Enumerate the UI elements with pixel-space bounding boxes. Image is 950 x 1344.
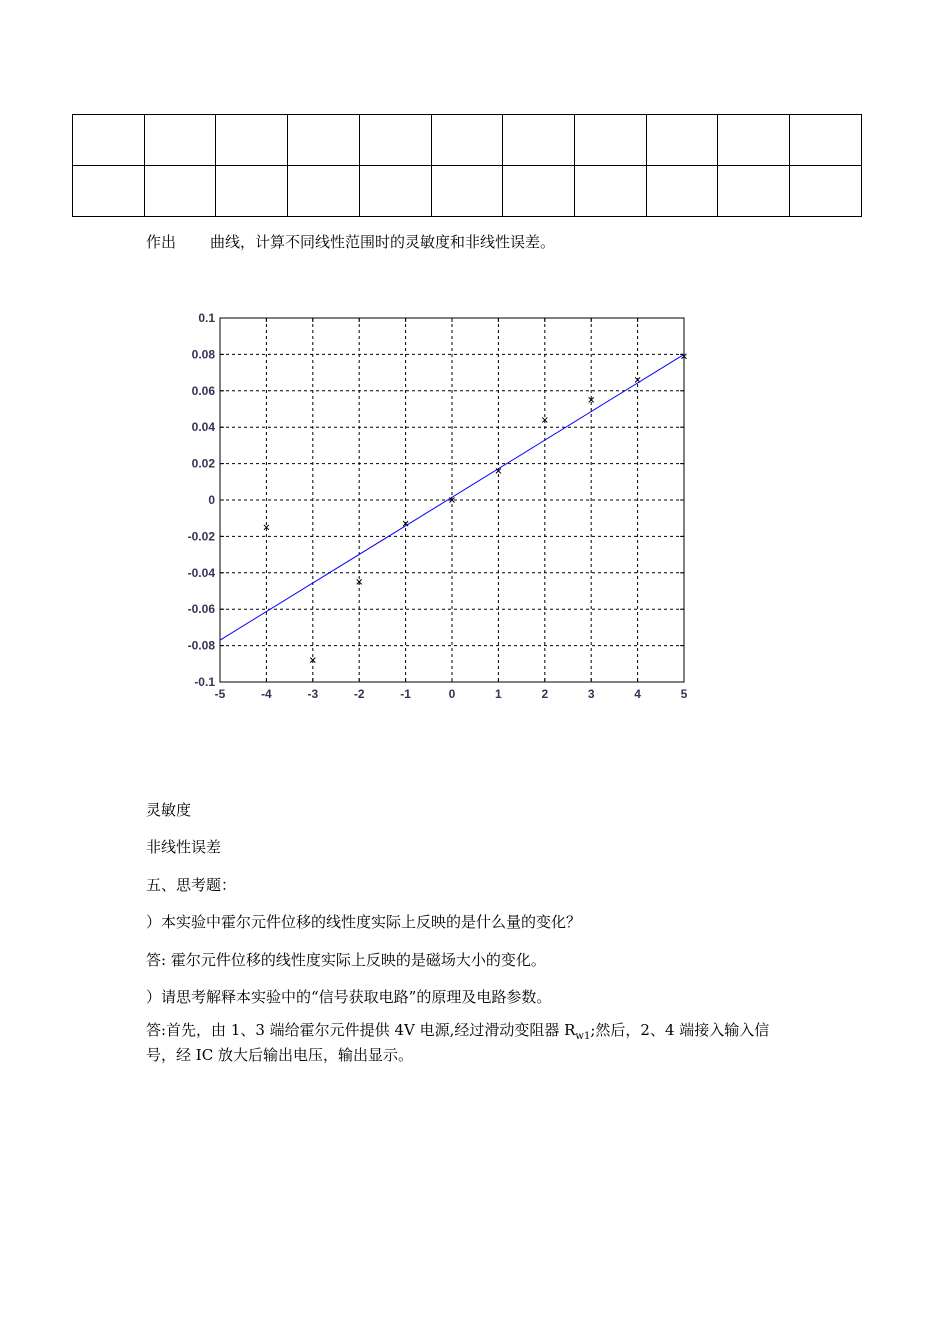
table-cell xyxy=(216,166,288,217)
y-tick-label: 0.1 xyxy=(198,311,215,325)
table-cell xyxy=(575,115,647,166)
x-tick-label: 4 xyxy=(634,687,641,701)
table-cell xyxy=(144,115,216,166)
table-cell xyxy=(718,115,790,166)
table-cell xyxy=(288,115,360,166)
instruction-after-blank: 曲线，计算不同线性范围时的灵敏度和非线性误差。 xyxy=(210,233,556,251)
y-tick-label: 0.02 xyxy=(191,456,215,471)
y-tick-label: -0.08 xyxy=(187,638,215,653)
table-cell xyxy=(288,166,360,217)
instruction-line xyxy=(146,232,555,252)
section-title: 五、思考题： xyxy=(146,876,237,894)
answer-2-part-2: ;然后，2、4 端接入输入信 xyxy=(590,1021,770,1039)
y-tick-label: -0.04 xyxy=(187,565,215,580)
answer-2-line-1 xyxy=(146,1020,769,1040)
table-cell xyxy=(431,166,503,217)
x-tick-label: -4 xyxy=(261,687,272,701)
table-cell xyxy=(646,166,718,217)
nonlinear-error-label: 非线性误差 xyxy=(146,838,222,856)
answer-1: 答: 霍尔元件位移的线性度实际上反映的是磁场大小的变化。 xyxy=(146,951,546,969)
y-tick-label: 0.06 xyxy=(191,383,215,398)
table-row xyxy=(73,166,862,217)
table-cell xyxy=(575,166,647,217)
y-tick-label: 0.08 xyxy=(191,347,215,362)
x-tick-label: 2 xyxy=(541,687,549,701)
y-tick-label: 0.04 xyxy=(191,420,215,435)
sensitivity-label: 灵敏度 xyxy=(146,801,192,819)
x-tick-label: -1 xyxy=(400,687,411,701)
answer-2-part-1: 答:首先，由 1、3 端给霍尔元件提供 4V 电源,经过滑动变阻器 R xyxy=(146,1021,576,1039)
table-cell xyxy=(359,115,431,166)
x-tick-label: -2 xyxy=(353,687,365,701)
question-1: ）本实验中霍尔元件位移的线性度实际上反映的是什么量的变化？ xyxy=(146,913,582,931)
answer-2-line-2: 号，经 IC 放大后输出电压，输出显示。 xyxy=(146,1046,413,1064)
x-tick-label: 3 xyxy=(587,687,595,701)
x-tick-label: 1 xyxy=(495,687,502,701)
empty-data-table xyxy=(72,114,862,217)
table-cell xyxy=(359,166,431,217)
table-cell xyxy=(503,166,575,217)
table-cell xyxy=(216,115,288,166)
table-cell xyxy=(144,166,216,217)
table-cell xyxy=(790,166,862,217)
y-tick-label: -0.1 xyxy=(194,675,215,689)
resistor-subscript: w1 xyxy=(575,1031,591,1042)
scatter-chart xyxy=(180,305,710,715)
x-tick-label: 0 xyxy=(448,687,456,701)
table-cell xyxy=(503,115,575,166)
y-tick-label: -0.06 xyxy=(187,602,215,617)
x-tick-label: -3 xyxy=(307,687,319,701)
table-cell xyxy=(790,115,862,166)
question-2: ）请思考解释本实验中的“信号获取电路”的原理及电路参数。 xyxy=(146,988,552,1006)
table-cell xyxy=(431,115,503,166)
table-cell xyxy=(646,115,718,166)
y-tick-label: 0 xyxy=(208,493,215,507)
table-row xyxy=(73,115,862,166)
x-tick-label: -5 xyxy=(214,687,226,701)
table-cell xyxy=(73,115,145,166)
y-tick-label: -0.02 xyxy=(187,529,215,544)
table-cell xyxy=(718,166,790,217)
instruction-before-blank: 作出 xyxy=(146,233,177,251)
x-tick-label: 5 xyxy=(680,687,688,701)
table-cell xyxy=(73,166,145,217)
